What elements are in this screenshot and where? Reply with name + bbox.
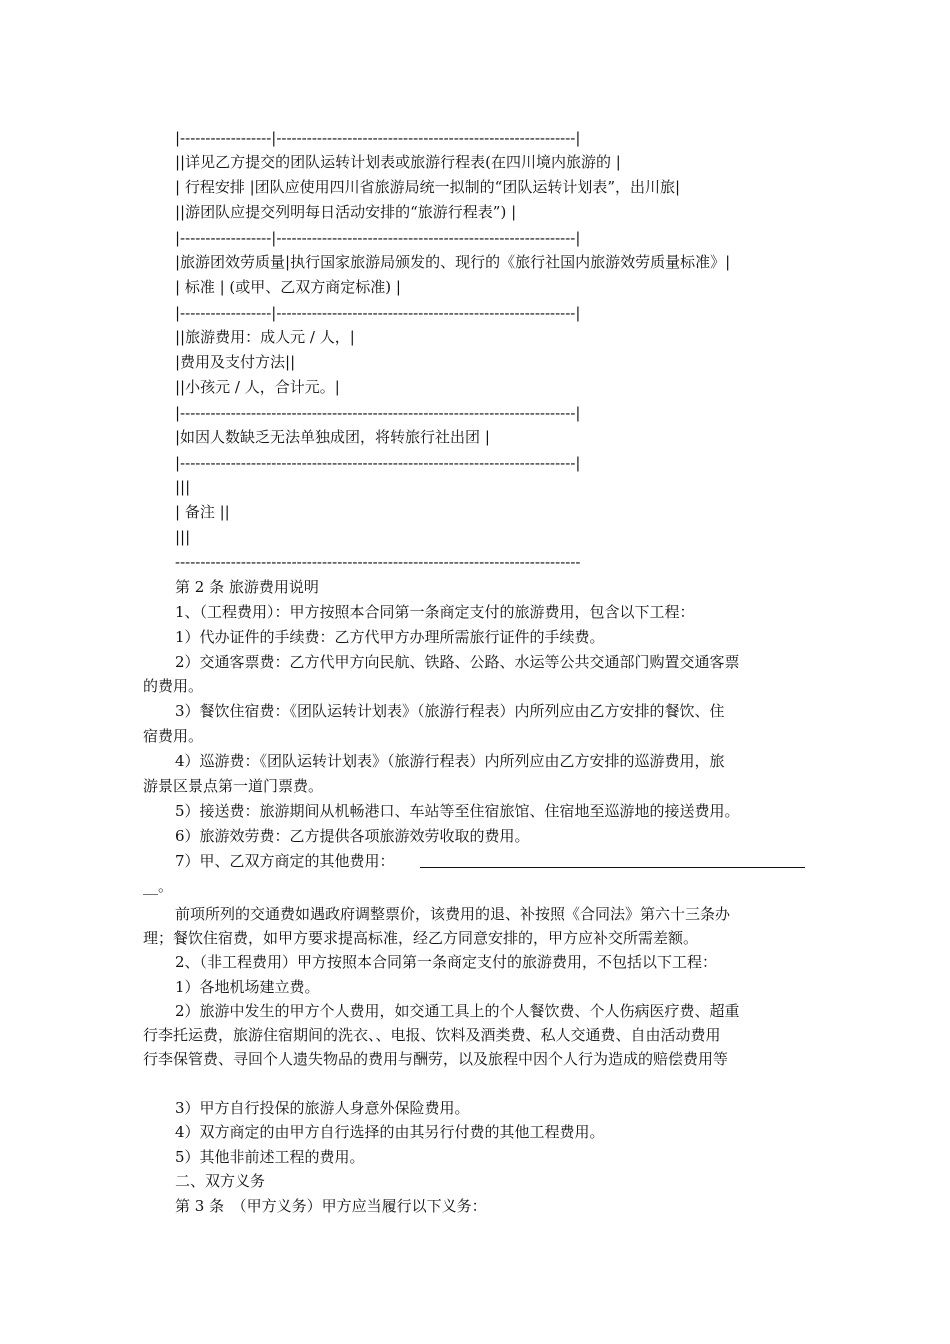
table-border-line: |------------------------------------------------------------------------------| (175, 404, 581, 422)
section-heading: 二、双方义务 (175, 1172, 266, 1190)
list-item: 1）各地机场建立费。 (175, 978, 320, 996)
table-row-text: ||游团队应提交列明每日活动安排的“旅游行程表”) | (175, 203, 517, 221)
table-row-text: | 行程安排 |团队应使用四川省旅游局统一拟制的“团队运转计划表”，出川旅| (175, 178, 681, 196)
list-item: 7）甲、乙双方商定的其他费用： (175, 852, 395, 870)
article-3-title: 第 3 条 （甲方义务）甲方应当履行以下义务： (175, 1197, 487, 1215)
table-row-text: | 备注 || (175, 503, 230, 521)
table-row-text: ||| (175, 478, 191, 496)
list-item: 2）交通客票费：乙方代甲方向民航、铁路、公路、水运等公共交通部门购置交通客票 (175, 653, 740, 671)
table-row-text: |旅游团效劳质量|执行国家旅游局颁发的、现行的《旅行社国内旅游效劳质量标准》| (175, 253, 731, 271)
article-2-title: 第 2 条 旅游费用说明 (175, 578, 319, 596)
table-border-line: |------------------------------------------------------------------------------| (175, 454, 581, 472)
table-row-text: | 标准 | (或甲、乙双方商定标准) | (175, 278, 401, 296)
list-item: 3）甲方自行投保的旅游人身意外保险费用。 (175, 1099, 470, 1117)
list-item-cont: 游景区景点第一道门票费。 (143, 777, 324, 795)
list-item: 2）旅游中发生的甲方个人费用，如交通工具上的个人餐饮费、个人伤病医疗费、超重 (175, 1002, 740, 1020)
table-row-text: |如因人数缺乏无法单独成团，将转旅行社出团 | (175, 428, 490, 446)
paragraph: 2、（非工程费用）甲方按照本合同第一条商定支付的旅游费用，不包括以下工程： (175, 953, 718, 971)
list-item: 5）其他非前述工程的费用。 (175, 1148, 365, 1166)
list-item-cont: 行李托运费，旅游住宿期间的洗衣、、电报、饮料及酒类费、私人交通费、自由活动费用 (143, 1026, 721, 1044)
list-item: 4）双方商定的由甲方自行选择的由其另行付费的其他工程费用。 (175, 1123, 605, 1141)
list-item-cont: 宿费用。 (143, 727, 204, 745)
table-row-text: ||旅游费用：成人元 / 人，| (175, 328, 355, 346)
list-item-cont: __。 (143, 877, 174, 895)
list-item: 4）巡游费：《团队运转计划表》（旅游行程表）内所列应由乙方安排的巡游费用，旅 (175, 752, 725, 770)
paragraph: 前项所列的交通费如遇政府调整票价，该费用的退、补按照《合同法》第六十三条办 (175, 905, 731, 923)
list-item: 3）餐饮住宿费：《团队运转计划表》（旅游行程表）内所列应由乙方安排的餐饮、住 (175, 702, 725, 720)
list-item: 6）旅游效劳费：乙方提供各项旅游效劳收取的费用。 (175, 827, 530, 845)
table-border-line: |------------------|-----------------------------------------------------------| (175, 229, 581, 247)
table-row-text: ||| (175, 528, 191, 546)
table-border-line: |------------------|-----------------------------------------------------------| (175, 129, 581, 147)
table-row-text: ||详见乙方提交的团队运转计划表或旅游行程表(在四川境内旅游的 | (175, 153, 621, 171)
table-border-line: -------------------------------------------------------------------------------- (175, 553, 581, 571)
list-item: 5）接送费：旅游期间从机畅港口、车站等至住宿旅馆、住宿地至巡游地的接送费用。 (175, 802, 740, 820)
list-item-cont: 行李保管费、寻回个人遗失物品的费用与酬劳，以及旅程中因个人行为造成的赔偿费用等 (143, 1050, 729, 1068)
table-row-text: |费用及支付方法|| (175, 353, 296, 371)
table-border-line: |------------------|-----------------------------------------------------------| (175, 304, 581, 322)
list-item: 1）代办证件的手续费：乙方代甲方办理所需旅行证件的手续费。 (175, 628, 605, 646)
paragraph-cont: 理；餐饮住宿费，如甲方要求提高标准，经乙方同意安排的，甲方应补交所需差额。 (143, 929, 699, 947)
table-row-text: ||小孩元 / 人，合计元。| (175, 378, 340, 396)
fill-in-blank-line (420, 867, 805, 868)
paragraph: 1、（工程费用）：甲方按照本合同第一条商定支付的旅游费用，包含以下工程： (175, 603, 695, 621)
list-item-cont: 的费用。 (143, 677, 204, 695)
